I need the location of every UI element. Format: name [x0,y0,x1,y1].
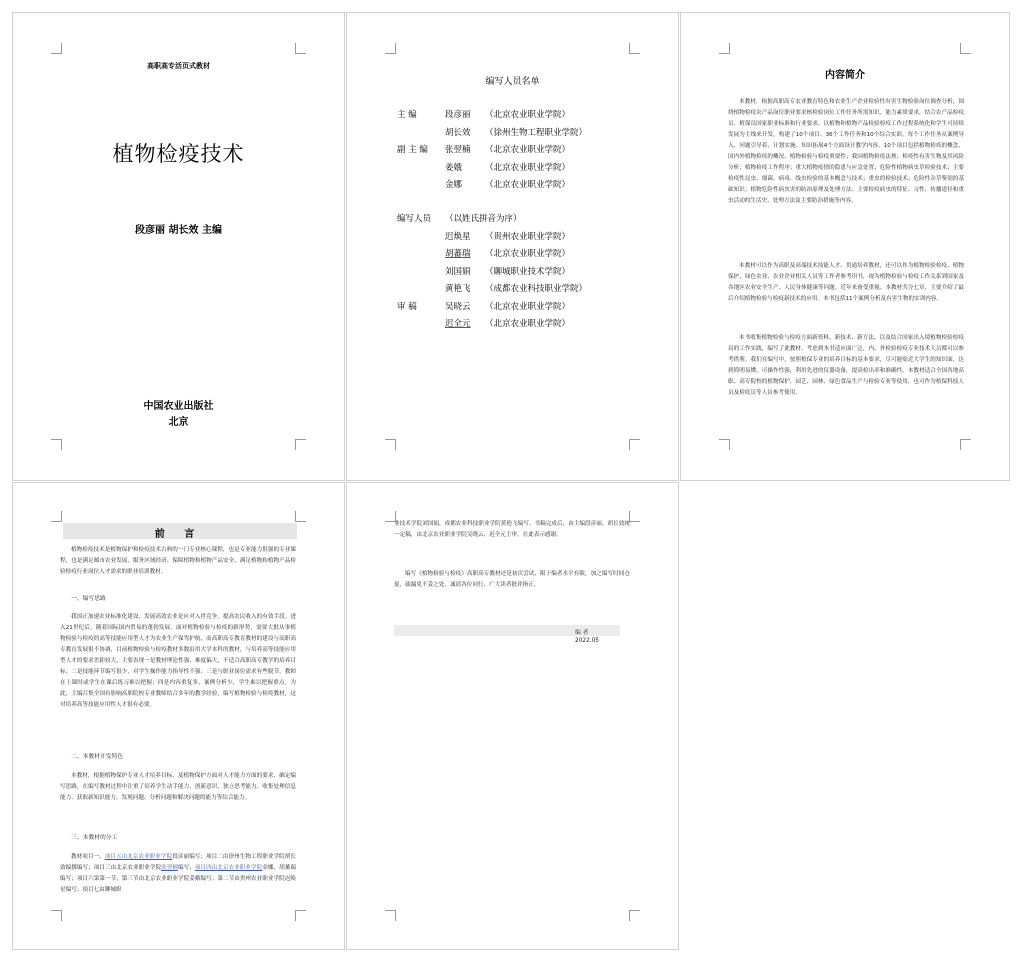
editors-page [346,12,679,481]
editor-institution: （北京农业职业学院） [485,163,571,173]
text-run: 项目五由北京农业职业学院 [104,854,173,860]
editor-name: （以姓氏拼音为序） [445,214,522,224]
editor-institution: （北京农业职业学院） [485,249,571,259]
corner-mark [719,43,730,54]
corner-mark [385,43,396,54]
corner-mark [385,910,396,921]
preface-title: 前 言 [154,529,203,540]
corner-mark [629,511,640,522]
corner-mark [629,439,640,450]
corner-mark [51,511,62,522]
text-run: 编写； [177,865,195,871]
corner-mark [719,439,730,450]
preface-continued-paragraph: 业技术学院刘国娟，成都农业科技职业学院黄艳飞编写。书稿完成后，由主编段彦丽、胡长效统一定稿，由北京农业职业学院吴晓云、迟全元主审，在此表示感谢。 [394,521,630,538]
editor-row [347,248,678,260]
editor-row [347,283,678,295]
preface-continued-page [346,482,679,950]
editor-name: 姜娥 [445,163,463,173]
corner-mark [629,43,640,54]
text-run: 项目四由北京农业职业学院 [194,865,263,871]
summary-paragraph: 本教材可以作为高职及高端技术技能人才、贯通培养教材，还可以作为植物检验检疫、植物保护、绿色农业、农业企业相关人员等工作者参考用书，视为植物检验与检疫工作关系到国家及各地区农业安全生产、人民身体健康等问题。近年来备受重视。本教材共分七章，主要介绍了最后介绍植物检验与检疫新技术的应用。本书包括11个案例分析及有害生物的实训内容。 [728,263,964,302]
summary-title: 内容简介 [825,70,865,81]
editor-name: 胡长效 [445,128,471,138]
editor-row [347,144,678,156]
text-run: 金娜、胡蕃瑞编写；项目六第第一节、第三节由北京农业职业学院姜娥编写；第二节由贵州农业职业学院迟焕星编写；项目七由聊城职 [60,865,296,893]
editor-name: 段彦丽 [445,110,471,120]
editors-heading: 编写人员名单 [485,77,540,87]
editor-row [347,266,678,278]
preface-section-body: 我国正加速农业标准化建设、发展高效农业是应对入世竞争，提高农民收入的有效手段。进入21世纪后，随着国际国内贸易的蓬勃发展，面对植物检验与检疫的新形势，需要大批从事植物检验与检疫的高等技能应用型人才为农业生产保驾护航，而高职高专教育教材的建设与高职高专教育发展很不协调，目前植物检验与检疫教材多数沿用大学本科的教材，与培养高等技能应用型人才的要求差距较大，主要表现一是教材理论性强、难度偏大，不适合高职高专教学的培养目标；二是技能环节编写很少，对学生操作能力指导性不强；三是与职业岗位需求有些脱节，教师在上课时或学生在课后练习难以把握；四是内容重复多，案例分析少，学生难以把握重点。为此，主编召集全国有影响高职院校专业教师结合多年的教学经验，编写植物检验与检疫教材，这对培养高等技能应用性人才很有必要。 [60,614,296,708]
corner-mark [295,910,306,921]
editor-row [347,127,678,139]
preface-section-body: 本教材，根据植物保护专业人才培养目标，及植物保护方面对人才能力方面的要求，确定编写思路，在编写教材过程中注重了培养学生动手能力、创新意识、独立思考能力、收集处理信息能力、获取新知识能力、发现问题、分析问题和解决问题的能力等综合能力。 [60,773,296,801]
editor-name: 刘国娟 [445,267,471,277]
corner-mark [51,439,62,450]
editor-name: 张翌楠 [445,145,471,155]
corner-mark [960,439,971,450]
editor-role: 审 稿 [397,302,417,312]
corner-mark [295,439,306,450]
series-name: 高职高专活页式教材 [147,61,210,70]
publisher-name: 中国农业出版社 [143,401,214,412]
section-heading: 一、编写思路 [71,596,106,602]
preface-continued-paragraph: 编写《植物检验与检疫》高职高专教材还是初次尝试，限于编者水平有限，加之编写时间仓促，疏漏免不妥之处，诚请各位同行、广大读者批评指正。 [394,571,630,588]
signature: 编 者 [575,630,589,636]
editor-institution: （徐州生物工程职业学院） [485,128,588,138]
summary-page [680,12,1010,481]
signature-date: 2022.05 [575,638,599,644]
editor-role: 编写人员 [397,214,432,224]
editor-role: 副 主 编 [397,145,428,155]
editor-institution: （北京农业职业学院） [485,302,571,312]
book-title: 植物检疫技术 [112,142,245,166]
editor-name: 迟全元 [445,319,471,329]
editor-row [347,318,678,330]
preface-intro: 植物检疫技术是植物保护和检疫技术古典的一门专业核心课程，也是专业能力很强的专业课程，也是满足邮市农业发展、服务区域经济、保障植物和植物产品安全、满足植物和植物产品检验检疫行业岗位人才需求的职业培训教材。 [60,547,296,575]
summary-paragraph: 本教材，根据高职高专农业教育特色和农业生产企业检验性有害生物检验岗位调查分析，围绕植物检疫农产品岗位职业要求核检验岗位工作任务所需知识、能力素质要求，结合农产品检疫员、植保员国家职业标准和行业要求，以植物和植物产品检验检疫工作过程系统化和学生可持续发展为主线来开发，构建了10个项目、36个工作任务和10个综合实训，每个工作任务从案例导入、问题引导着、计划实施、知识拓展4个方面设计教学内容。10个项目包括植物检疫的概念、国内外植物检疫的概况、植物检验与检疫重要性；我国植物检疫法规；检疫性有害生物及其风险分析；植物检疫工作程序；重大植物疫情的隐患与应急处置；危险性植物病虫草检验技术；主要检疫性昆虫、细菌、病毒、线虫检验的基本概念与技术；重虫的检验技术；危险性杂草鉴别的基础知识；植物危险性病虫害的防治原理及处理方法；主要检疫病虫的特征、习性、传播途径和重虫活动的生活史、处理方法及主要防治措施等内容。 [728,99,964,204]
editor-name: 胡蕃瑞 [445,249,471,259]
editor-institution: （成都农业科技职业学院） [485,284,588,294]
editor-role: 主 编 [397,110,417,120]
text-run: 段彦丽编写；项目二由徐州生物工程职业学院胡长效编撰编写；项目三由北京农业职业学院 [60,854,296,871]
preface-page [12,482,345,950]
corner-mark [629,910,640,921]
editor-name: 迟焕星 [445,232,471,242]
text-run: 张翌楠 [161,865,178,871]
publisher-city: 北京 [168,417,189,428]
editor-institution: （北京农业职业学院） [485,110,571,120]
corner-mark [960,43,971,54]
editor-institution: （贵州农业职业学院） [485,232,571,242]
editor-row [347,162,678,174]
editor-row [347,231,678,243]
editor-institution: （北京农业职业学院） [485,180,571,190]
editor-institution: （聊城职业技术学院） [485,267,571,277]
editor-name: 吴晓云 [445,302,471,312]
summary-paragraph: 本书收集植物检验与检疫方面新资料、新技术、新方法，以及结合国家出入境植物检验检疫局的工作实践，编写了此教材。考虑到本书适应面广泛，内、外检验检疫专业技术人员都可以参考借鉴。我们在编写中，按照植保专业的培养目标的基本要求，尽可能贴近大学生的知识面，达到简明易懂，可操作性强，利用先进的仪器设备，提高检出率和准确性。本教材适合全国各地高职、高专院校的植物保护、园艺、园林、绿色食品生产与检验专业等使用，也可作为植保科技人员及检疫员等人员参考使用。 [728,335,964,396]
section-heading: 三、本教材的分工 [71,835,118,841]
cover-page [12,12,345,481]
corner-mark [295,43,306,54]
text-run: 教材项目一、 [71,854,105,860]
editor-name: 金娜 [445,180,463,190]
editor-institution: （北京农业职业学院） [485,319,571,329]
corner-mark [295,511,306,522]
cover-editors: 段彦丽 胡长效 主编 [135,225,222,236]
preface-section-body [60,852,296,896]
editor-row [347,213,678,225]
corner-mark [385,439,396,450]
editor-name: 黄艳飞 [445,284,471,294]
editor-row [347,109,678,121]
section-heading: 二、本教材开发特色 [71,754,124,760]
editor-institution: （北京农业职业学院） [485,145,571,155]
corner-mark [51,43,62,54]
corner-mark [51,910,62,921]
editor-row [347,179,678,191]
editor-row [347,301,678,313]
